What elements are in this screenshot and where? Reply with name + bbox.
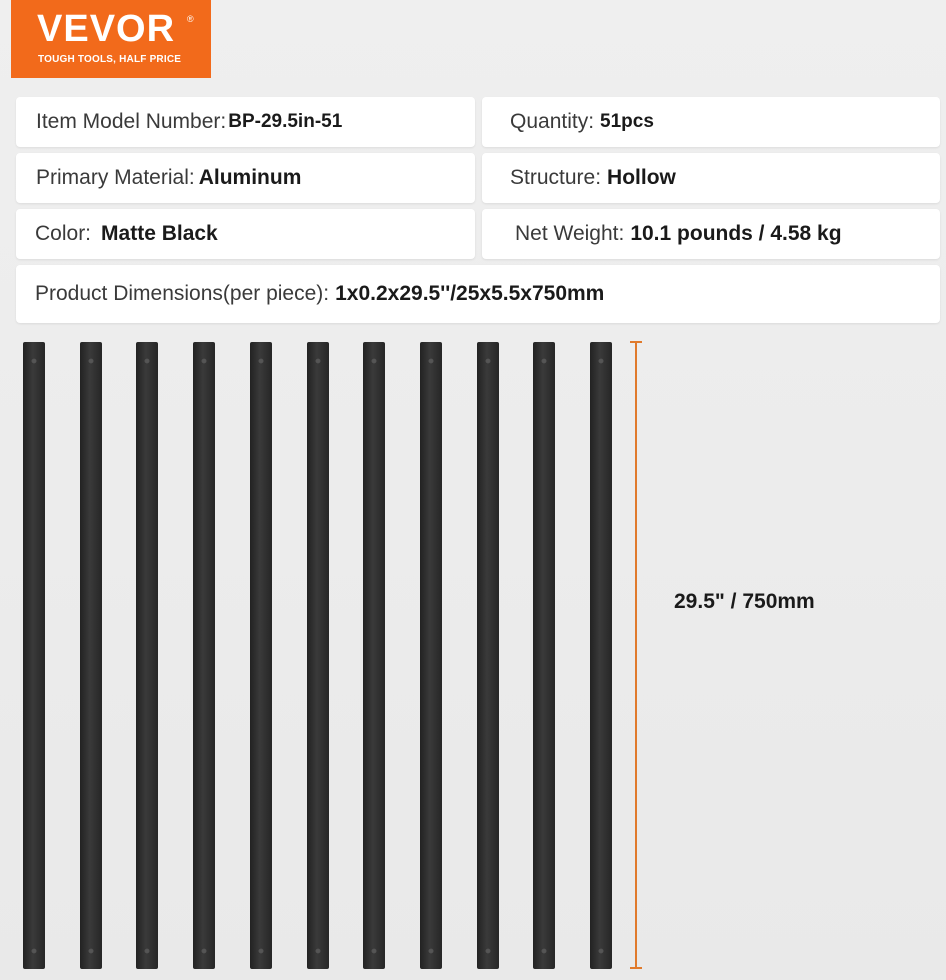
spec-weight-card (482, 209, 940, 259)
screw-hole-icon (541, 948, 547, 954)
screw-hole-icon (315, 948, 321, 954)
screw-hole-icon (485, 948, 491, 954)
screw-hole-icon (428, 358, 434, 364)
screw-hole-icon (371, 948, 377, 954)
baluster (193, 342, 215, 969)
baluster (80, 342, 102, 969)
screw-hole-icon (371, 358, 377, 364)
height-dimension-label: 29.5" / 750mm (674, 590, 815, 613)
spec-value: 10.1 pounds / 4.58 kg (630, 222, 842, 245)
spec-value: Matte Black (101, 222, 218, 245)
height-dimension-line (635, 342, 637, 969)
screw-hole-icon (428, 948, 434, 954)
spec-label: Primary Material: (36, 166, 195, 189)
spec-label: Structure: (510, 166, 602, 189)
spec-material-card (16, 153, 475, 203)
baluster (477, 342, 499, 969)
screw-hole-icon (485, 358, 491, 364)
screw-hole-icon (144, 358, 150, 364)
screw-hole-icon (31, 358, 37, 364)
screw-hole-icon (315, 358, 321, 364)
spec-value: BP-29.5in-51 (228, 111, 343, 132)
screw-hole-icon (598, 358, 604, 364)
screw-hole-icon (258, 948, 264, 954)
spec-dimensions-card (16, 265, 940, 323)
screw-hole-icon (88, 358, 94, 364)
logo-brand: VEVOR (37, 8, 176, 50)
spec-label: Quantity: (510, 110, 595, 133)
baluster (23, 342, 45, 969)
baluster (136, 342, 158, 969)
baluster (250, 342, 272, 969)
screw-hole-icon (144, 948, 150, 954)
spec-structure-card (482, 153, 940, 203)
spec-value: Aluminum (198, 166, 302, 189)
dimension-cap-top (630, 341, 642, 343)
screw-hole-icon (201, 358, 207, 364)
spec-label: Product Dimensions(per piece): (35, 282, 330, 305)
screw-hole-icon (541, 358, 547, 364)
vevor-logo (11, 0, 211, 78)
screw-hole-icon (598, 948, 604, 954)
dimension-cap-bottom (630, 967, 642, 969)
spec-quantity-card (482, 97, 940, 147)
screw-hole-icon (258, 358, 264, 364)
baluster (590, 342, 612, 969)
baluster (533, 342, 555, 969)
spec-label: Color: (35, 222, 92, 245)
screw-hole-icon (88, 948, 94, 954)
spec-model-card (16, 97, 475, 147)
registered-mark: ® (187, 14, 194, 24)
baluster (307, 342, 329, 969)
spec-color-card (16, 209, 475, 259)
baluster (363, 342, 385, 969)
screw-hole-icon (201, 948, 207, 954)
screw-hole-icon (31, 948, 37, 954)
spec-label: Net Weight: (515, 222, 625, 245)
spec-label: Item Model Number: (36, 110, 227, 133)
baluster (420, 342, 442, 969)
spec-value: 51pcs (600, 111, 654, 132)
logo-tagline: TOUGH TOOLS, HALF PRICE (38, 54, 182, 65)
spec-value: 1x0.2x29.5''/25x5.5x750mm (335, 282, 605, 305)
spec-value: Hollow (607, 166, 676, 189)
